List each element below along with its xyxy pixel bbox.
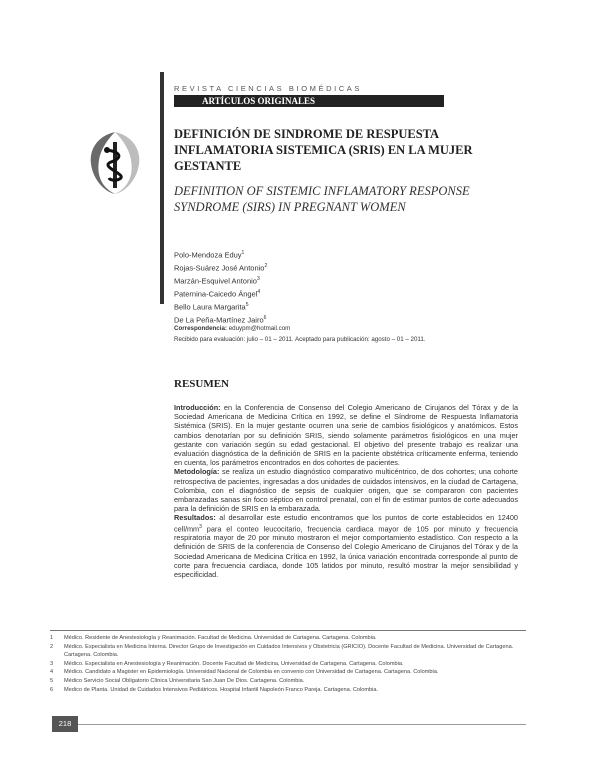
journal-name: REVISTA CIENCIAS BIOMÉDICAS <box>174 84 363 93</box>
page-footer-rule <box>78 724 526 725</box>
author: Paternina-Caicedo Ángel$^4$ <box>174 289 261 299</box>
author: Bello Laura Margarita$^5$ <box>174 302 249 312</box>
author-list <box>174 248 267 327</box>
vertical-rule <box>160 72 164 304</box>
footnote: 6 Medico de Planta. Unidad de Cuidados Intensivos Pediátricos. Hospital Infantil Napoleón Franco Pareja. Cartagena. Colombia. <box>50 686 379 693</box>
abstract-methodology: Metodología: se realiza un estudio diagnóstico comparativo multicéntrico, de dos cohortes; una cohorte retrospectiva de pacientes, ingresadas a dos unidades de cuidados intensivos, en la ciudad de Cartagena, Colombia, con el diagnóstico de sepsis de cualquier origen, que se compararon con pacientes embarazadas sanas sin foco séptico en control prenatal, con el fin de estimar puntos de corte adecuados para la definición de SRIS en la embarazada. <box>174 467 518 514</box>
footnote: 1 Médico. Residente de Anestesiología y Reanimación. Facultad de Medicina. Universidad de Cartagena. Cartagena. Colombia. <box>50 635 377 641</box>
abstract-introduction: Introducción: en la Conferencia de Consenso del Colegio Americano de Cirujanos del Tórax y de la Sociedad Americana de Medicina Crítica en 1992, se define el Síndrome de Respuesta Inflamatoria Sistémica (SRIS). En la mujer gestante ocurren una serie de cambios fisiológicos y anatómicos. Estos cambios denotarían por su definición SRIS, siendo solamente parámetros fisiológicos en una mujer gestante con variación según su edad gestacional. El objetivo del presente trabajo es realizar una evaluación diagnóstica de la definición de SRIS en la paciente obstétrica críticamente enferma, teniendo en cuenta, los parámetros encontrados en dos cohortes de pacientes. <box>174 403 518 468</box>
abstract-body <box>174 403 518 579</box>
title-spanish: DEFINICIÓN DE SINDROME DE RESPUESTA INFLAMATORIA SISTEMICA (SRIS) EN LA MUJER GESTANTE <box>174 127 473 173</box>
abstract-heading: RESUMEN <box>174 378 230 390</box>
correspondence <box>174 325 290 332</box>
footnote: 2 Médico. Especialista en Medicina Interna. Director Grupo de Investigación en Cuidados Intensivos y Obstetricia (GRICIO). Docente Facultad de Medicina. Universidad de Cartagena. Cartagena. Colombia. <box>50 643 514 659</box>
section-label: ARTÍCULOS ORIGINALES <box>174 95 444 107</box>
footnote: 5 Médico Servicio Social Obligatorio Clínica Universitaria San Juan De Dios. Cartagena. Colombia. <box>50 677 305 684</box>
footnote: 3 Médico. Especialista en Anestesiología y Reanimación. Docente Facultad de Medicina, Universidad de Cartagena. Cartagena. Colombia. <box>50 660 404 667</box>
title-english: DEFINITION OF SISTEMIC INFLAMATORY RESPONSE SYNDROME (SIRS) IN PREGNANT WOMEN <box>174 184 470 214</box>
correspondence-label: Correspondencia: <box>174 325 227 332</box>
page-number: 218 <box>52 716 78 732</box>
author: Marzán-Esquivel Antonio$^3$ <box>174 276 260 286</box>
footnote-divider <box>50 630 526 631</box>
journal-logo-icon <box>85 128 145 198</box>
correspondence-email[interactable]: eduypm@hotmail.com <box>228 325 291 332</box>
footnotes <box>50 634 526 694</box>
author: De La Peña-Martínez Jairo$^6$ <box>174 315 267 325</box>
submission-dates: Recibido para evaluación: julio – 01 – 2011. Aceptado para publicación: agosto – 01 – 2011. <box>174 336 426 343</box>
abstract-results: Resultados: al desarrollar este estudio encontramos que los puntos de corte establecidos en 12400 cell/$mm^3$ para el conteo leucocitario, frecuencia cardiaca mayor de 105 por minuto y frecuencia respiratoria mayor de 20 por minuto mostraron el mejor comportamiento estadístico. Con respecto a la definición de SRIS de la conferencia de Consenso del Colegio Americano de Cirujanos del Tórax y de la Sociedad Americana de Medicina Crítica en 1992, la única variación encontrada corresponde al punto de corte para frecuencia cardiaca, donde 105 latidos por minuto, resultó mostrar la mejor sensibilidad y especificidad. <box>174 513 518 580</box>
footnote: 4 Médico. Candidato a Magister en Epidemiología. Universidad Nacional de Colombia en convenio con Universidad de Cartagena. Cartagena. Colombia. <box>50 669 439 676</box>
author: Rojas-Suárez José Antonio$^2$ <box>174 263 268 273</box>
author: Polo-Mendoza Eduy$^1$ <box>174 250 245 260</box>
